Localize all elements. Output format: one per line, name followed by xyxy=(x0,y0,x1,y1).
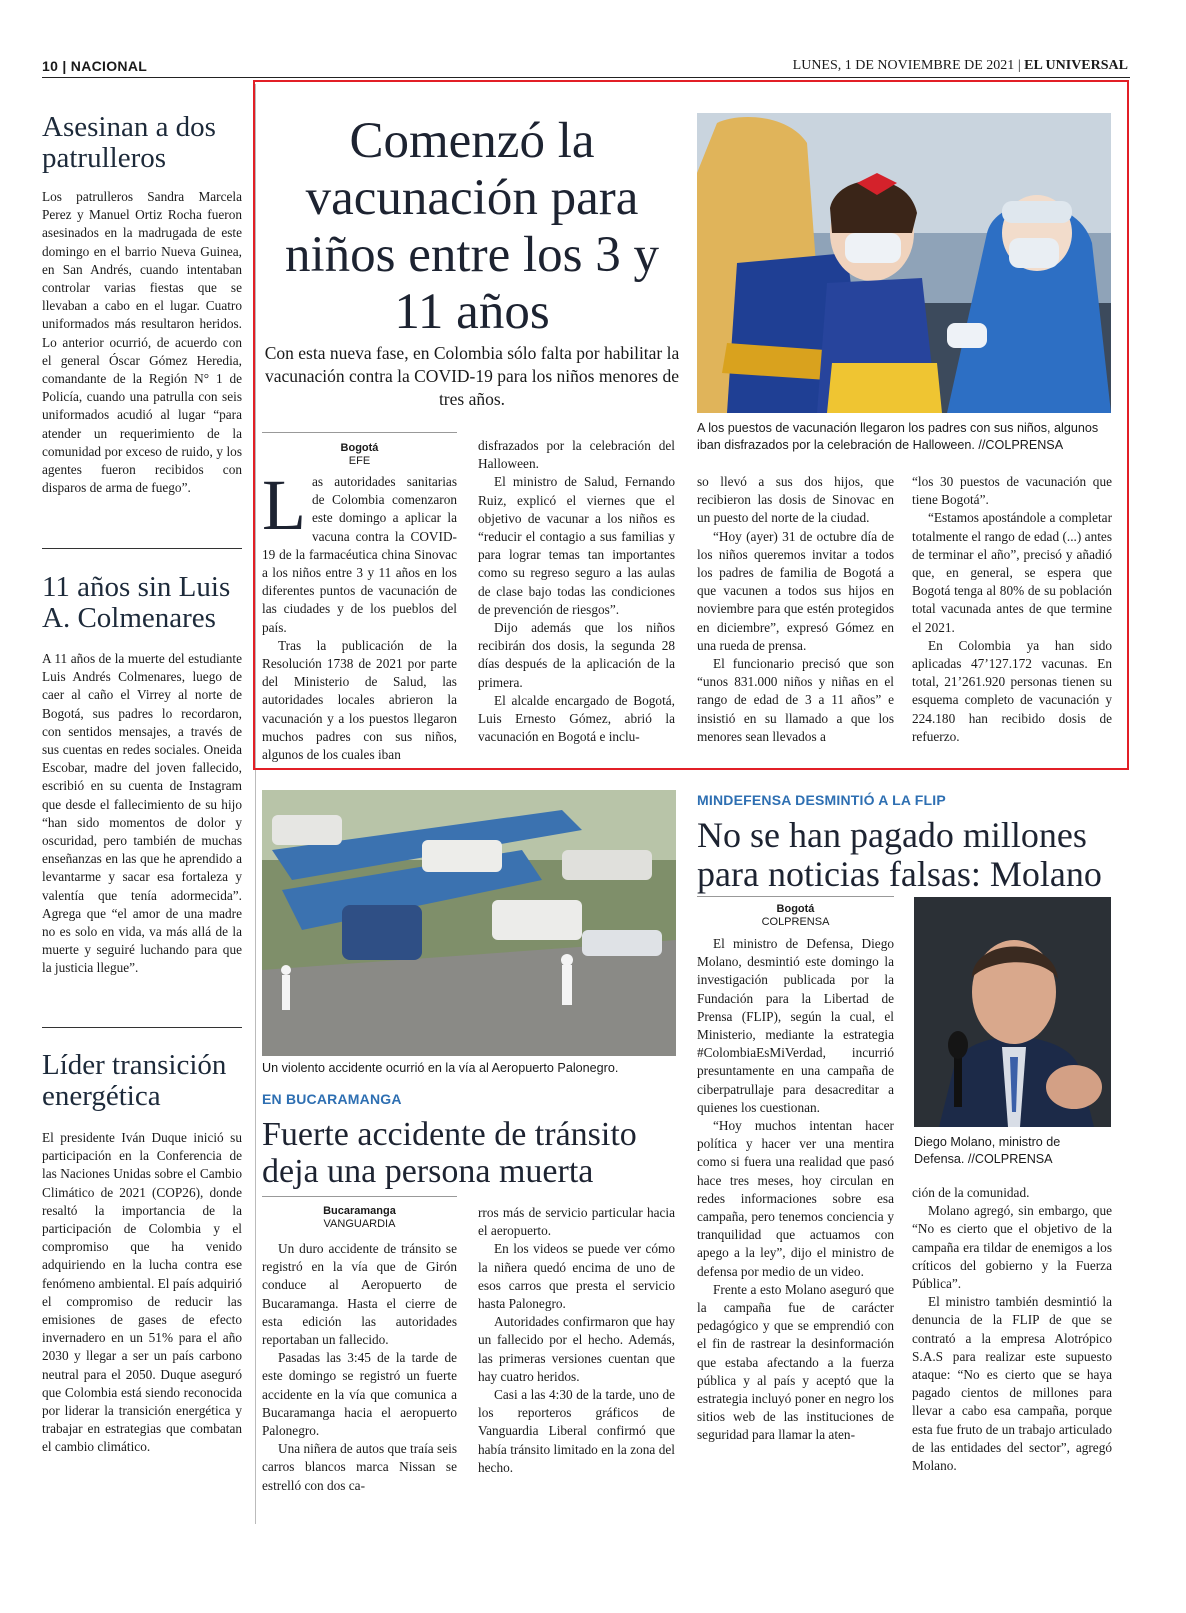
molano-col1-text: El ministro de Defensa, Diego Molano, desmintió este domingo la investigación publicada por la Fundación para la Libertad de Prensa (FLIP), según la cual, el Ministerio, mediante la estrategia #ColombiaEsMiVerdad, incurrió presuntamente en una campaña de ciberpatrullaje para desacreditar a quienes los cuestionan. xyxy=(697,936,894,1115)
feature-col4-text: “los 30 puestos de vacunación que tiene Bogotá”. xyxy=(912,474,1112,508)
accident-col1-text: Un duro accidente de tránsito se registró en la vía que de Girón conduce al Aeropuerto de Bucaramanga. Hasta el cierre de esta edición las autoridades reportaban un fallecido. xyxy=(262,1241,457,1348)
feature-col3-text: so llevó a sus dos hijos, que recibieron las dosis de Sinovac en un puesto del norte de la ciudad. xyxy=(697,474,894,526)
byline-agency: EFE xyxy=(348,455,371,467)
page-number: 10 xyxy=(42,58,59,74)
molano-col1c-text: Frente a esto Molano aseguró que la campaña fue de carácter pedagógico y que se emprendió con el fin de rastrear la desinformación que estaba afectando a la fuerza pública y al país y aceptó que la estrategia incluyó poner en negro los sitios web de las instituciones de seguridad para llamar la aten- xyxy=(697,1281,894,1443)
brief-text-patrulleros: Los patrulleros Sandra Marcela Perez y Manuel Ortiz Rocha fueron asesinados en la madrugada de este domingo en el barrio Nueva Guinea, en San Andrés, cuando intentaban controlar varias fiestas que se llevaban a cabo en el lugar. Cuatro uniformados más resultaron heridos. Lo anterior ocurrió, de acuerdo con el general Óscar Gómez Heredia, comandante de la Región N° 1 de Policía, cuando una patrulla con seis uniformados acudió al lugar “para atender un requerimiento de la comunidad por exceso de ruido, y los agentes fueron recibidos con disparos de arma de fuego”. xyxy=(42,189,242,496)
header-rule xyxy=(42,77,1130,78)
accident-col1c-text: Una niñera de autos que traía seis carros blancos marca Nissan se estrelló con dos ca- xyxy=(262,1441,457,1493)
brief-title-colmenares: 11 años sin Luis A. Colmenares xyxy=(42,571,231,634)
feature-col2c-text: Dijo además que los niños recibirán dos dosis, la segunda 28 días después de la aplicación de la primera. xyxy=(478,620,675,690)
feature-column-4 xyxy=(912,473,1112,746)
byline-rule xyxy=(697,896,894,897)
molano-kicker: MINDEFENSA DESMINTIÓ A LA FLIP xyxy=(697,792,946,808)
page-date: LUNES, 1 DE NOVIEMBRE DE 2021 xyxy=(792,58,1015,73)
feature-col1b-text: Tras la publicación de la Resolución 1738 de 2021 por parte del Ministerio de Salud, las autoridades locales abrieron la vacunación y a los puestos llegaron muchos padres con sus niños, algunos de los cuales iban xyxy=(262,637,457,763)
molano-column-1 xyxy=(697,935,894,1445)
accident-byline xyxy=(262,1205,457,1231)
feature-col4b-text: “Estamos apostándole a completar totalmente el rango de edad (...) antes de terminar el año”, precisó y añadió que, en general, se espera que Bogotá tenga al 80% de su población total vacunada antes de que termine el 2021. xyxy=(912,510,1112,635)
molano-byline xyxy=(697,903,894,929)
byline-city: Bucaramanga xyxy=(323,1205,396,1217)
brief-title-patrulleros: Asesinan a dos patrulleros xyxy=(42,111,216,174)
feature-subtitle: Con esta nueva fase, en Colombia sólo falta por habilitar la vacunación contra la COVID-19 para los niños menores de tres años. xyxy=(264,343,680,409)
accident-col2-text: rros más de servicio particular hacia el aeropuerto. xyxy=(478,1205,675,1239)
accident-col2d-text: Casi a las 4:30 de la tarde, uno de los reporteros gráficos de Vanguardia Liberal confirmó que había tránsito limitado en la zona del hecho. xyxy=(478,1387,675,1475)
feature-col2b-text: El ministro de Salud, Fernando Ruiz, explicó el viernes que el objetivo de vacunar a los niños es “reducir el contagio a sus familias y para lograr temas tan importantes como su regreso seguro a las aulas de clase bajo todas las condiciones de prevención de riesgos”. xyxy=(478,474,675,617)
molano-col2-text: ción de la comunidad. xyxy=(912,1185,1030,1200)
page-section-label: 10 | NACIONAL xyxy=(42,58,148,74)
byline-rule xyxy=(262,1196,457,1197)
molano-photo xyxy=(914,897,1111,1127)
brief-separator xyxy=(42,1027,242,1028)
accident-kicker: EN BUCARAMANGA xyxy=(262,1091,402,1107)
brief-text-transicion: El presidente Iván Duque inició su participación en la Conferencia de las Naciones Unidas sobre el Cambio Climático de 2021 (COP26), donde resaltó la importancia de la participación de Colombia y el compromiso que ha venido adquiriendo en la lucha contra ese fenómeno ambiental. El país adquirió el compromiso de reducir las emisiones de gases de efecto invernadero en un 51% para el año 2030 y llegar a ser un país carbono neutral para el 2050. Duque aseguró que Colombia está siendo reconocida por liderar la transición energética y trabajar en estrategias que combatan el cambio climático. xyxy=(42,1130,242,1455)
accident-photo-caption: Un violento accidente ocurrió en la vía al Aeropuerto Palonegro. xyxy=(262,1061,619,1075)
feature-col2d-text: El alcalde encargado de Bogotá, Luis Ernesto Gómez, abrió la vacunación en Bogotá e inclu- xyxy=(478,692,675,745)
feature-col4c-text: En Colombia ya han sido aplicadas 47’127.172 vacunas. En total, 21’261.920 personas tienen su esquema completo de vacunación y 224.180 han recibido dosis de refuerzo. xyxy=(912,637,1112,744)
byline-agency: VANGUARDIA xyxy=(323,1218,396,1230)
accident-photo xyxy=(262,790,676,1056)
byline-rule xyxy=(262,432,457,433)
page-date-paper: LUNES, 1 DE NOVIEMBRE DE 2021 | EL UNIVERSAL xyxy=(792,58,1128,73)
feature-col3b-text: “Hoy (ayer) 31 de octubre día de los niños queremos invitar a todos los padres de familia de Bogotá a que vacunen a todos sus hijos en noviembre para que estén protegidos en diciembre”, expresó Gómez en una rueda de prensa. xyxy=(697,528,894,653)
byline-agency: COLPRENSA xyxy=(761,916,830,928)
feature-column-3 xyxy=(697,473,894,746)
molano-column-2 xyxy=(912,1184,1112,1475)
brief-text-colmenares: A 11 años de la muerte del estudiante Luis Andrés Colmenares, luego de caer al caño el Virrey al norte de Bogotá, sus padres lo recordaron, con sentidos mensajes, a través de sus cuentas en redes sociales. Oneida Escobar, madre del joven fallecido, escribió en su cuenta de Instagram que desde el fallecimiento de su hijo “han sido momentos de dolor y oscuridad, pero también de muchas enseñanzas en las que he aprendido a levantarme y sacar esa fortaleza y valentía que tenía adormecida”. Agrega que “el amor de una madre no es solo en vida, va más allá de la muerte y seguiré luchando para que la justicia llegue”. xyxy=(42,651,242,976)
accident-col1b-text: Pasadas las 3:45 de la tarde de este domingo se registró un fuerte accidente en la vía que comunica a Bucaramanga hacia el aeropuerto Palonegro. xyxy=(262,1350,457,1439)
accident-column-1 xyxy=(262,1240,457,1495)
byline-city: Bogotá xyxy=(340,442,379,454)
paper-name: EL UNIVERSAL xyxy=(1024,58,1128,73)
molano-col1b-text: “Hoy muchos intentan hacer política y hacer ver una mentira como si fuera una realidad que pasó hace tres meses, hoy circulan en redes informaciones sobre esa campaña, pero tenemos conciencia y tranquilidad que actuamos con apego a la ley”, dijo el ministro de defensa por medio de un video. xyxy=(697,1118,894,1279)
byline-city: Bogotá xyxy=(776,903,815,915)
feature-column-2 xyxy=(478,437,675,746)
accident-col2b-text: En los videos se puede ver cómo la niñera quedó encima de uno de esos carros que presta el servicio hasta Palonegro. xyxy=(478,1241,675,1312)
feature-col2-text: disfrazados por la celebración del Halloween. xyxy=(478,438,675,472)
molano-col2b-text: Molano agregó, sin embargo, que “No es cierto que el objetivo de la campaña era tildar de enemigos a los críticos del gobierno y la Fuerza Pública”. xyxy=(912,1203,1112,1292)
feature-headline: Comenzó la vacunación para niños entre los 3 y 11 años xyxy=(285,113,659,340)
brief-title-transicion: Líder transición energética xyxy=(42,1049,227,1112)
section-name: NACIONAL xyxy=(70,58,148,74)
molano-photo-caption: Diego Molano, ministro de Defensa. //COLPRENSA xyxy=(914,1135,1061,1166)
brief-separator xyxy=(42,548,242,549)
accident-column-2 xyxy=(478,1204,675,1477)
accident-headline: Fuerte accidente de tránsito deja una persona muerta xyxy=(262,1116,637,1190)
feature-col1-text: as autoridades sanitarias de Colombia comenzaron este domingo a aplicar la vacuna contra la COVID-19 de la farmacéutica china Sinovac a los niños entre 3 y 11 años en los diferentes puntos de vacunación de las ciudades y de los pueblos del país. xyxy=(262,474,457,635)
feature-col3c-text: El funcionario precisó que son “unos 831.000 niños y niñas en el rango de edad de 3 a 11 años” e insistió en su llamado a que los menores sean llevados a xyxy=(697,656,894,744)
vaccination-photo-caption: A los puestos de vacunación llegaron los padres con sus niños, algunos iban disfrazados por la celebración de Halloween. //COLPRENSA xyxy=(697,421,1099,452)
feature-column-1 xyxy=(262,465,457,764)
accident-col2c-text: Autoridades confirmaron que hay un fallecido por el hecho. Además, las primeras versiones cuentan que hay cuatro heridos. xyxy=(478,1314,675,1384)
molano-col2c-text: El ministro también desmintió la denuncia de la FLIP de que se contrató a la empresa Alotrópico S.A.S para realizar este supuesto ataque: “No es cierto que se haya pagado cientos de millones para llevar a cabo esa campaña, porque esta fue fruto de un trabajo articulado de las entidades del sector”, agregó Molano. xyxy=(912,1294,1112,1474)
vaccination-photo xyxy=(697,113,1111,413)
feature-dropcap: L xyxy=(262,465,306,545)
molano-headline: No se han pagado millones para noticias falsas: Molano xyxy=(697,815,1102,894)
